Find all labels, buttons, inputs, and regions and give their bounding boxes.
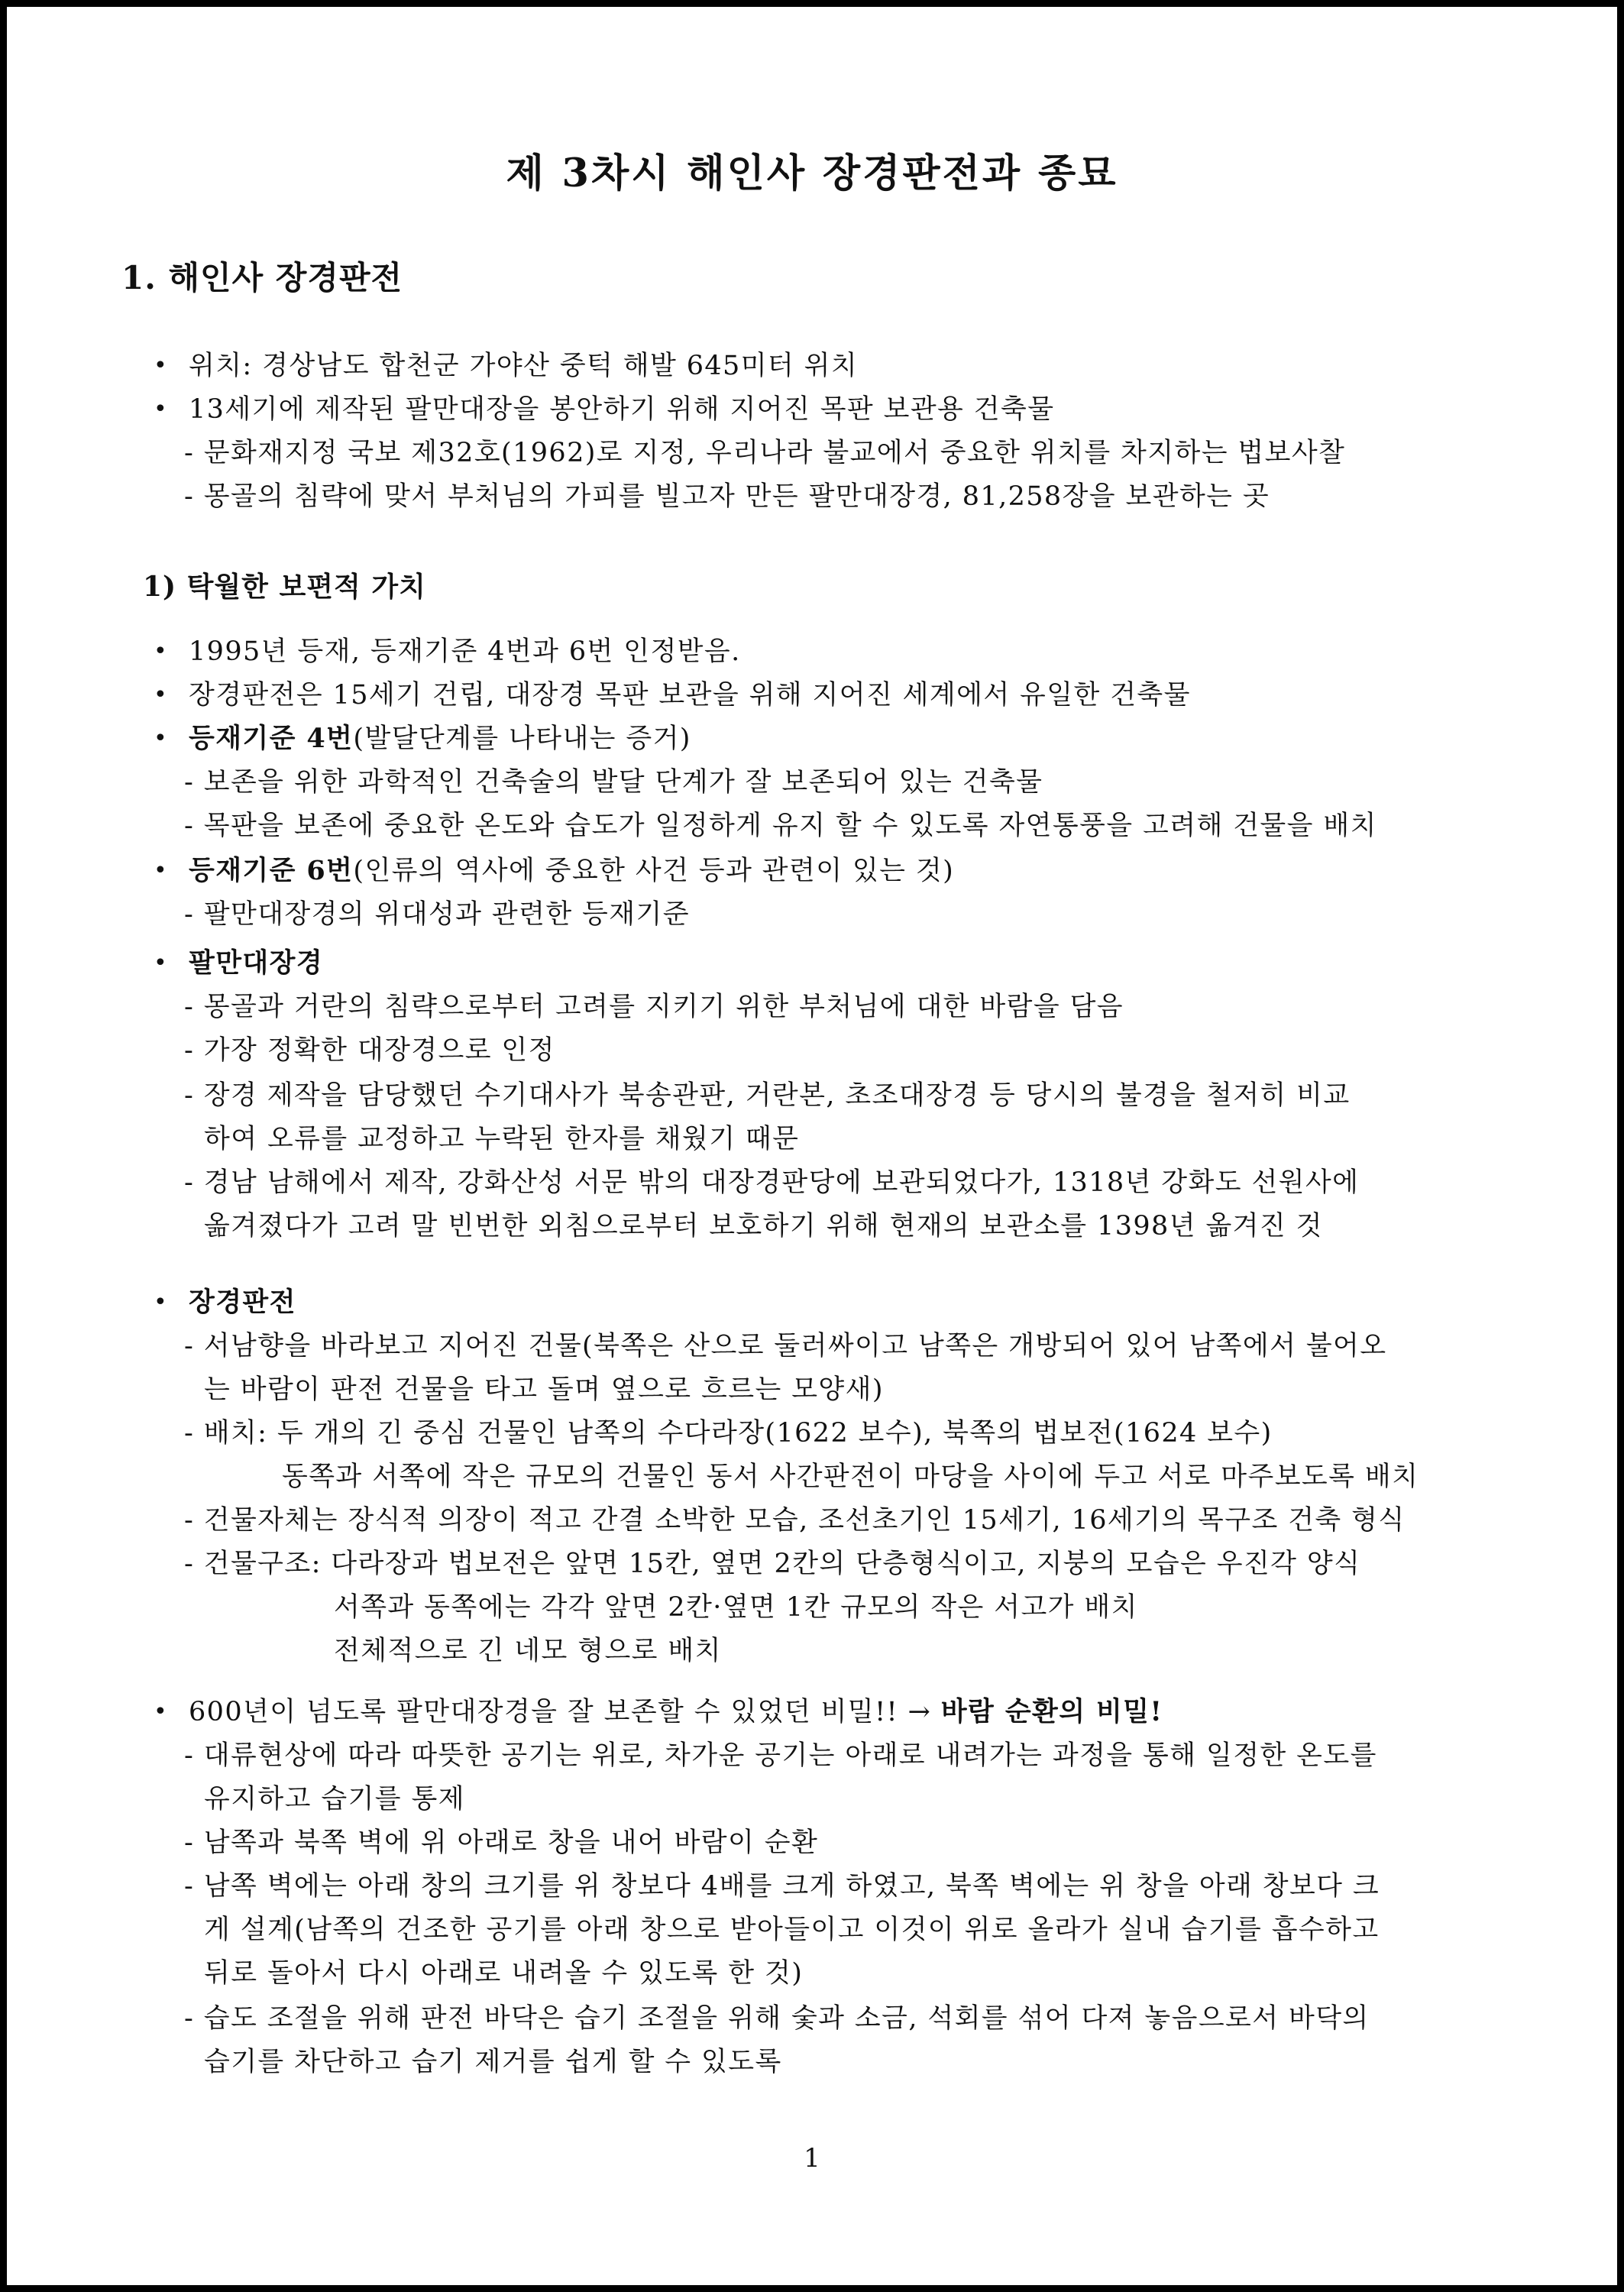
- sub-item-continued: 는 바람이 판전 건물을 타고 돌며 옆으로 흐르는 모양새): [204, 1374, 884, 1405]
- bullet-icon: •: [154, 352, 169, 379]
- hall-heading: 장경판전: [189, 1287, 296, 1318]
- sub-item: - 남쪽 벽에는 아래 창의 크기를 위 창보다 4배를 크게 하였고, 북쪽 벽에는 위 창을 아래 창보다 크: [184, 1871, 1380, 1902]
- list-item: [154, 722, 691, 756]
- list-item: [154, 1695, 1163, 1729]
- list-item-text: 1995년 등재, 등재기준 4번과 6번 인정받음.: [189, 636, 741, 667]
- sub-item: - 서남향을 바라보고 지어진 건물(북쪽은 산으로 둘러싸이고 남쪽은 개방되어 있어 남쪽에서 불어오: [184, 1331, 1387, 1361]
- sub-item-continued: 유지하고 습기를 통제: [204, 1784, 465, 1814]
- sub-item: - 팔만대장경의 위대성과 관련한 등재기준: [184, 899, 690, 930]
- sub-item-continued: 하여 오류를 교정하고 누락된 한자를 채웠기 때문: [204, 1124, 800, 1154]
- list-item-text: 장경판전은 15세기 건립, 대장경 목판 보관을 위해 지어진 세계에서 유일한 건축물: [189, 680, 1191, 711]
- bullet-icon: •: [154, 1698, 169, 1725]
- section-heading-2: 1) 탁월한 보편적 가치: [143, 571, 426, 603]
- sub-item-continued: 게 설계(남쪽의 건조한 공기를 아래 창으로 받아들이고 이것이 위로 올라가 실내 습기를 흡수하고: [204, 1915, 1380, 1945]
- criterion-4-label: 등재기준 4번: [189, 723, 354, 754]
- sub-item: - 몽골의 침략에 맞서 부처님의 가피를 빌고자 만든 팔만대장경, 81,258장을 보관하는 곳: [184, 481, 1270, 512]
- sub-item: - 보존을 위한 과학적인 건축술의 발달 단계가 잘 보존되어 있는 건축물: [184, 767, 1043, 798]
- sub-item: - 습도 조절을 위해 판전 바닥은 습기 조절을 위해 숯과 소금, 석회를 섞어 다져 놓음으로서 바닥의: [184, 2003, 1370, 2034]
- bullet-icon: •: [154, 1289, 169, 1316]
- sub-item-continued: 습기를 차단하고 습기 제거를 쉽게 할 수 있도록: [204, 2047, 782, 2077]
- secret-emphasis: 바람 순환의 비밀!: [940, 1696, 1163, 1727]
- sub-item: - 몽골과 거란의 침략으로부터 고려를 지키기 위한 부처님에 대한 바람을 담음: [184, 992, 1124, 1022]
- sub-item-continued: 서쪽과 동쪽에는 각각 앞면 2칸·옆면 1칸 규모의 작은 서고가 배치: [334, 1592, 1138, 1623]
- sub-item: - 건물구조: 다라장과 법보전은 앞면 15칸, 옆면 2칸의 단층형식이고, 지붕의 모습은 우진각 양식: [184, 1549, 1361, 1579]
- bullet-icon: •: [154, 396, 169, 422]
- sub-item: - 건물자체는 장식적 의장이 적고 간결 소박한 모습, 조선초기인 15세기, 16세기의 목구조 건축 형식: [184, 1505, 1406, 1536]
- sub-item-continued: 옮겨졌다가 고려 말 빈번한 외침으로부터 보호하기 위해 현재의 보관소를 1398년 옮겨진 것: [204, 1211, 1323, 1242]
- list-item: [154, 349, 859, 383]
- bullet-icon: •: [154, 857, 169, 884]
- list-item-text: 13세기에 제작된 팔만대장을 봉안하기 위해 지어진 목판 보관용 건축물: [189, 394, 1055, 425]
- sub-item: - 가장 정확한 대장경으로 인정: [184, 1035, 555, 1066]
- bullet-icon: •: [154, 638, 169, 665]
- sub-item: - 배치: 두 개의 긴 중심 건물인 남쪽의 수다라장(1622 보수), 북쪽의 법보전(1624 보수): [184, 1418, 1273, 1449]
- sub-item-continued: 동쪽과 서쪽에 작은 규모의 건물인 동서 사간판전이 마당을 사이에 두고 서로 마주보도록 배치: [282, 1462, 1419, 1492]
- list-item: [154, 1286, 296, 1319]
- list-item: [154, 854, 955, 888]
- sub-item: - 문화재지정 국보 제32호(1962)로 지정, 우리나라 불교에서 중요한 위치를 차지하는 법보사찰: [184, 438, 1346, 468]
- sub-item-continued: 뒤로 돌아서 다시 아래로 내려올 수 있도록 한 것): [204, 1958, 804, 1989]
- secret-text: 600년이 넘도록 팔만대장경을 잘 보존할 수 있었던 비밀!! →: [189, 1697, 941, 1727]
- sub-item: - 목판을 보존에 중요한 온도와 습도가 일정하게 유지 할 수 있도록 자연통풍을 고려해 건물을 배치: [184, 811, 1377, 841]
- section-heading-1: 1. 해인사 장경판전: [121, 259, 403, 296]
- sub-item: - 남쪽과 북쪽 벽에 위 아래로 창을 내어 바람이 순환: [184, 1827, 819, 1858]
- bullet-icon: •: [154, 725, 169, 752]
- sub-item-continued: 전체적으로 긴 네모 형으로 배치: [334, 1636, 722, 1666]
- list-item: [154, 678, 1191, 712]
- sub-item: - 장경 제작을 담당했던 수기대사가 북송관판, 거란본, 초조대장경 등 당시의 불경을 철저히 비교: [184, 1080, 1351, 1111]
- list-item-text: 위치: 경상남도 합천군 가야산 중턱 해발 645미터 위치: [189, 351, 859, 381]
- page-number: 1: [804, 2143, 820, 2174]
- list-item: [154, 947, 324, 980]
- bullet-icon: •: [154, 950, 169, 976]
- list-item: [154, 635, 741, 668]
- bullet-icon: •: [154, 681, 169, 708]
- criterion-6-label: 등재기준 6번: [189, 855, 354, 886]
- sub-item: - 대류현상에 따라 따뜻한 공기는 위로, 차가운 공기는 아래로 내려가는 과정을 통해 일정한 온도를: [184, 1740, 1377, 1771]
- tripitaka-heading: 팔만대장경: [189, 947, 324, 979]
- criterion-4-desc: (발달단계를 나타내는 증거): [353, 724, 691, 754]
- sub-item: - 경남 남해에서 제작, 강화산성 서문 밖의 대장경판당에 보관되었다가, 1318년 강화도 선원사에: [184, 1167, 1360, 1198]
- list-item: [154, 393, 1055, 426]
- criterion-6-desc: (인류의 역사에 중요한 사건 등과 관련이 있는 것): [353, 856, 955, 886]
- page-title: 제 3차시 해인사 장경판전과 종묘: [506, 151, 1118, 196]
